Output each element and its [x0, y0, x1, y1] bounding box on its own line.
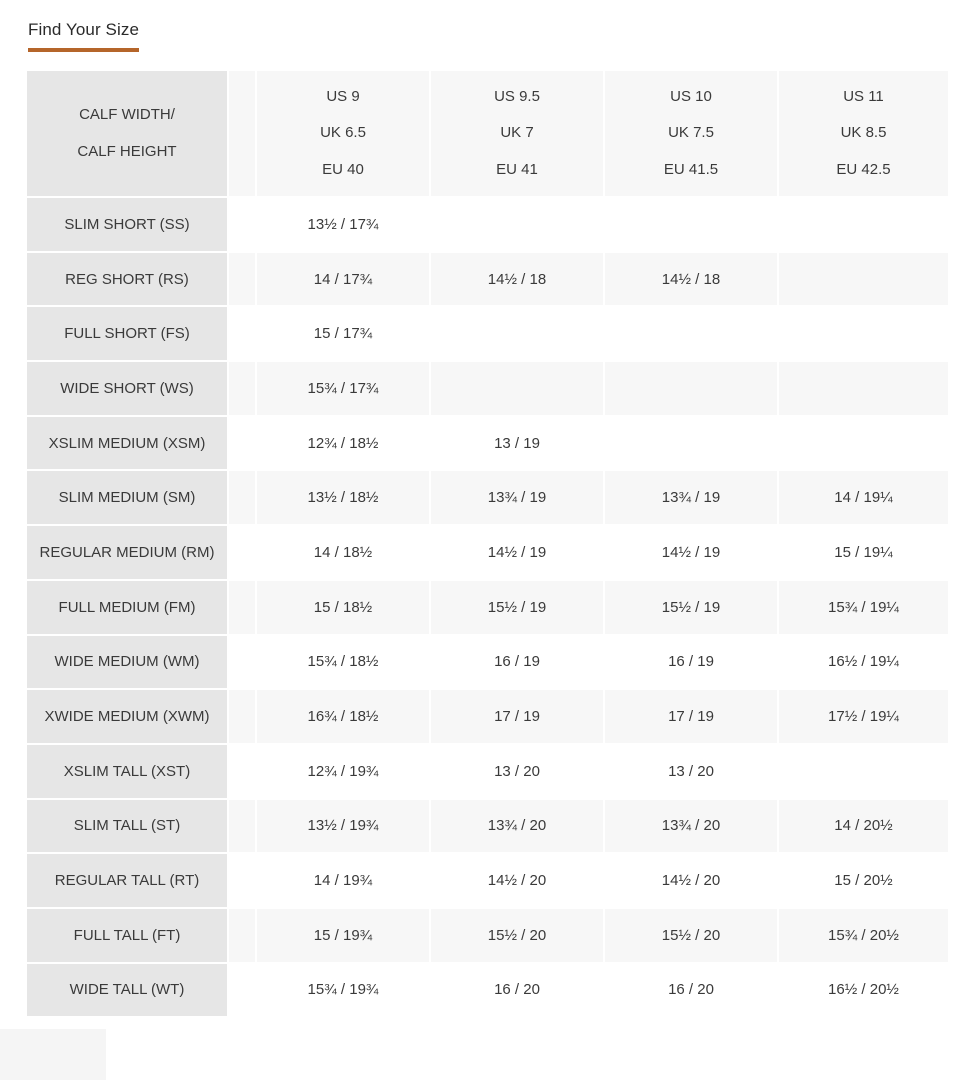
column-gap — [229, 307, 255, 360]
size-value-cell: 13¾ / 20 — [431, 800, 603, 853]
row-label: SLIM MEDIUM (SM) — [27, 471, 227, 524]
size-value-cell: 13¾ / 20 — [605, 800, 777, 853]
header-label-line: CALF WIDTH/ — [79, 106, 175, 123]
size-value-cell: 15 / 20½ — [779, 854, 948, 907]
column-gap — [229, 964, 255, 1017]
size-value-cell: 17 / 19 — [605, 690, 777, 743]
table-row — [27, 198, 948, 251]
header-label-line: CALF HEIGHT — [77, 142, 177, 160]
eu-size: EU 42.5 — [836, 160, 891, 178]
column-gap — [229, 526, 255, 579]
uk-size: UK 8.5 — [840, 124, 887, 142]
row-label: SLIM SHORT (SS) — [27, 198, 227, 251]
size-value-cell: 13 / 20 — [605, 745, 777, 798]
size-value-cell: 16 / 20 — [605, 964, 777, 1017]
row-label: XSLIM TALL (XST) — [27, 745, 227, 798]
size-value-cell — [779, 198, 948, 251]
row-label: FULL TALL (FT) — [27, 909, 227, 962]
column-gap — [229, 745, 255, 798]
size-value-cell: 15½ / 19 — [605, 581, 777, 634]
us-size: US 9.5 — [494, 87, 540, 105]
table-row — [27, 909, 948, 962]
size-value-cell: 16¾ / 18½ — [257, 690, 429, 743]
column-gap — [229, 800, 255, 853]
column-gap — [229, 581, 255, 634]
size-value-cell: 15¾ / 18½ — [257, 636, 429, 689]
size-value-cell: 13¾ / 19 — [605, 471, 777, 524]
column-gap — [229, 417, 255, 470]
table-row — [27, 471, 948, 524]
table-row — [27, 964, 948, 1017]
row-label: REG SHORT (RS) — [27, 253, 227, 306]
size-value-cell: 14½ / 20 — [605, 854, 777, 907]
size-value-cell — [605, 307, 777, 360]
uk-size: UK 7.5 — [668, 124, 714, 142]
size-value-cell: 12¾ / 19¾ — [257, 745, 429, 798]
size-value-cell: 14½ / 20 — [431, 854, 603, 907]
size-value-cell — [779, 417, 948, 470]
size-value-cell: 14 / 20½ — [779, 800, 948, 853]
size-value-cell — [605, 417, 777, 470]
row-label: REGULAR TALL (RT) — [27, 854, 227, 907]
column-gap — [229, 854, 255, 907]
column-gap — [229, 471, 255, 524]
size-value-cell: 13 / 19 — [431, 417, 603, 470]
us-size: US 10 — [670, 87, 712, 105]
size-value-cell: 15 / 19¾ — [257, 909, 429, 962]
size-value-cell — [779, 362, 948, 415]
footer-placeholder — [0, 1029, 106, 1080]
table-row — [27, 745, 948, 798]
row-label: FULL MEDIUM (FM) — [27, 581, 227, 634]
size-value-cell: 13½ / 17¾ — [257, 198, 429, 251]
uk-size: UK 6.5 — [320, 124, 366, 142]
column-gap — [229, 71, 255, 196]
size-value-cell: 14½ / 19 — [605, 526, 777, 579]
size-value-cell: 12¾ / 18½ — [257, 417, 429, 470]
size-value-cell — [779, 253, 948, 306]
size-value-cell — [431, 307, 603, 360]
row-label: WIDE SHORT (WS) — [27, 362, 227, 415]
size-value-cell: 17½ / 19¼ — [779, 690, 948, 743]
size-value-cell: 15½ / 20 — [605, 909, 777, 962]
row-label: XSLIM MEDIUM (XSM) — [27, 417, 227, 470]
size-value-cell: 15¾ / 19¾ — [257, 964, 429, 1017]
size-value-cell: 15 / 18½ — [257, 581, 429, 634]
size-column-header — [431, 71, 603, 196]
size-value-cell: 13¾ / 19 — [431, 471, 603, 524]
size-value-cell: 15¾ / 19¼ — [779, 581, 948, 634]
size-value-cell: 14 / 17¾ — [257, 253, 429, 306]
size-chart-body — [27, 71, 948, 1016]
column-gap — [229, 362, 255, 415]
size-value-cell — [431, 362, 603, 415]
table-row — [27, 581, 948, 634]
size-value-cell: 16 / 19 — [431, 636, 603, 689]
size-column-header — [257, 71, 429, 196]
size-column-header — [779, 71, 948, 196]
size-value-cell: 16 / 19 — [605, 636, 777, 689]
column-gap — [229, 909, 255, 962]
size-value-cell: 14 / 18½ — [257, 526, 429, 579]
us-size: US 9 — [326, 87, 360, 105]
row-label: REGULAR MEDIUM (RM) — [27, 526, 227, 579]
size-value-cell: 15 / 17¾ — [257, 307, 429, 360]
size-value-cell: 14½ / 18 — [605, 253, 777, 306]
size-value-cell: 15½ / 20 — [431, 909, 603, 962]
size-value-cell: 14½ / 18 — [431, 253, 603, 306]
table-row — [27, 307, 948, 360]
size-value-cell: 14 / 19¼ — [779, 471, 948, 524]
size-value-cell: 16½ / 19¼ — [779, 636, 948, 689]
column-gap — [229, 690, 255, 743]
size-value-cell — [779, 307, 948, 360]
table-row — [27, 253, 948, 306]
size-value-cell: 16 / 20 — [431, 964, 603, 1017]
size-value-cell — [605, 198, 777, 251]
column-gap — [229, 636, 255, 689]
eu-size: EU 40 — [322, 160, 364, 178]
header-label-cell — [27, 71, 227, 196]
size-value-cell: 15¾ / 17¾ — [257, 362, 429, 415]
size-value-cell: 13½ / 19¾ — [257, 800, 429, 853]
size-value-cell — [605, 362, 777, 415]
size-value-cell: 15 / 19¼ — [779, 526, 948, 579]
row-label: WIDE TALL (WT) — [27, 964, 227, 1017]
size-value-cell: 16½ / 20½ — [779, 964, 948, 1017]
size-value-cell: 15½ / 19 — [431, 581, 603, 634]
column-gap — [229, 198, 255, 251]
page-title: Find Your Size — [28, 20, 139, 52]
size-value-cell: 14½ / 19 — [431, 526, 603, 579]
table-row — [27, 690, 948, 743]
column-gap — [229, 253, 255, 306]
table-row — [27, 636, 948, 689]
table-row — [27, 362, 948, 415]
size-value-cell: 13 / 20 — [431, 745, 603, 798]
size-value-cell: 15¾ / 20½ — [779, 909, 948, 962]
size-column-header — [605, 71, 777, 196]
eu-size: EU 41.5 — [663, 160, 719, 178]
size-value-cell: 14 / 19¾ — [257, 854, 429, 907]
header-row — [27, 71, 948, 196]
size-value-cell: 13½ / 18½ — [257, 471, 429, 524]
table-row — [27, 800, 948, 853]
size-chart-table — [25, 69, 950, 1018]
row-label: SLIM TALL (ST) — [27, 800, 227, 853]
row-label: XWIDE MEDIUM (XWM) — [27, 690, 227, 743]
uk-size: UK 7 — [500, 124, 534, 142]
row-label: WIDE MEDIUM (WM) — [27, 636, 227, 689]
table-row — [27, 854, 948, 907]
title-wrap — [28, 20, 139, 52]
size-value-cell — [431, 198, 603, 251]
eu-size: EU 41 — [496, 160, 538, 178]
table-row — [27, 526, 948, 579]
row-label: FULL SHORT (FS) — [27, 307, 227, 360]
size-value-cell: 17 / 19 — [431, 690, 603, 743]
us-size: US 11 — [843, 87, 884, 105]
table-row — [27, 417, 948, 470]
size-value-cell — [779, 745, 948, 798]
